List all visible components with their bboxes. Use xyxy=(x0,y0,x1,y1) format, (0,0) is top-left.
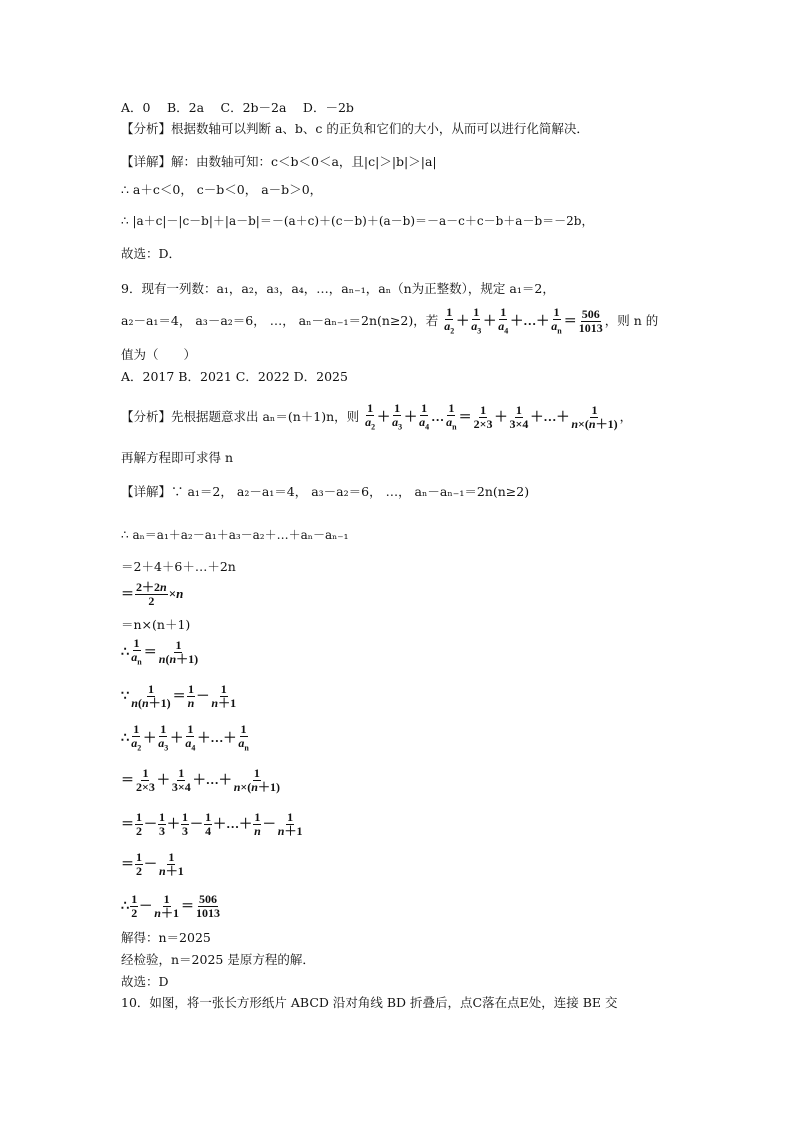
q10-stem: 10．如图，将一张长方形纸片 ABCD 沿对角线 BD 折叠后，点C落在点E处，连接 BE 交 xyxy=(121,995,618,1010)
fraction: $\frac{1}{n\times(n+1)}$ xyxy=(571,403,618,431)
fraction: $\frac{1}{2\times 3}$ xyxy=(136,766,155,794)
q9-detail-3: ＝2＋4＋6＋…＋2n xyxy=(121,559,236,574)
q9-stem-2: a₂－a₁＝4， a₃－a₂＝6， …， aₙ－aₙ₋₁＝2n(n≥2)，若 $\frac{1}{a_2}$ ＋ $\frac{1}{a_3}$ ＋ $\frac{1}{a_4}$ ＋…＋ $\frac{1}{a_n}$ ＝ $\frac{506}{1013}$ ，则 n 的 xyxy=(121,304,659,336)
q8-detail-3: ∴ |a＋c|－|c－b|＋|a－b|＝－(a＋c)＋(c－b)＋(a－b)＝－a－c＋c－b＋a－b＝－2b， xyxy=(121,214,594,228)
q8-options: A．0 B．2a C．2b－2a D．－2b xyxy=(121,100,354,115)
q9-analysis-c: 再解方程即可求得 n xyxy=(121,450,234,465)
fraction: $\frac{1}{2}$ xyxy=(136,810,143,838)
q9-detail-1: 【详解】∵ a₁＝2， a₂－a₁＝4， a₃－a₂＝6， …， aₙ－aₙ₋₁＝2n(n≥2) xyxy=(121,484,530,499)
q9-step-6: ∴ $\frac{1}{a_n}$ ＝ $\frac{1}{n(n+1)}$ xyxy=(121,635,199,667)
fraction: $\frac{1}{n}$ xyxy=(254,810,261,838)
fraction: $\frac{1}{n(n+1)}$ xyxy=(158,638,199,666)
fraction: $\frac{1}{n+1}$ xyxy=(211,682,237,710)
q8-answer: 故选：D． xyxy=(121,246,182,261)
fraction: $\frac{1}{a_4}$ xyxy=(185,721,196,753)
fraction: $\frac{1}{a_n}$ xyxy=(551,304,562,336)
q8-detail-1: 【详解】解：由数轴可知：c＜b＜0＜a，且|c|＞|b|＞|a| xyxy=(121,154,437,169)
q9-step-4: ＝ $\frac{2+2n}{2}$ ×n xyxy=(121,580,184,608)
q9-options: A．2017 B．2021 C．2022 D．2025 xyxy=(121,369,348,384)
fraction: $\frac{1}{a_3}$ xyxy=(471,304,482,336)
q9-step-12: ∴ $\frac{1}{2}$ － $\frac{1}{n+1}$ ＝ $\frac{506}{1013}$ xyxy=(121,892,221,920)
fraction: $\frac{1}{a_n}$ xyxy=(238,721,249,753)
q9-analysis: 【分析】先根据题意求出 aₙ＝(n＋1)n，则 $\frac{1}{a_2}$ ＋ $\frac{1}{a_3}$ ＋ $\frac{1}{a_4}$ … $\frac{1}{a_n}$ ＝ $\frac{1}{2\times 3}$ ＋ $\frac{1}{3\times 4}$ ＋…＋ $\frac{1}{n\times(n+1)}$ ， xyxy=(121,400,633,432)
fraction: $\frac{1}{a_2}$ xyxy=(365,400,376,432)
q9-detail-5: ＝n×(n＋1) xyxy=(121,617,191,632)
fraction: $\frac{1}{3}$ xyxy=(159,810,166,838)
fraction: $\frac{1}{a_3}$ xyxy=(158,721,169,753)
fraction: $\frac{2+2n}{2}$ xyxy=(136,580,167,608)
fraction: $\frac{1}{n(n+1)}$ xyxy=(131,682,171,710)
q9-step-10: ＝ $\frac{1}{2}$ － $\frac{1}{3}$ ＋ $\frac{1}{3}$ － $\frac{1}{4}$ ＋…＋ $\frac{1}{n}$ － $\frac{1}{n+1}$ xyxy=(121,810,303,838)
fraction: $\frac{1}{2}$ xyxy=(131,892,138,920)
fraction: $\frac{1}{2}$ xyxy=(136,850,143,878)
fraction: $\frac{1}{n+1}$ xyxy=(277,810,303,838)
q9-stem-1: 9．现有一列数：a₁，a₂，a₃，a₄，…，aₙ₋₁，aₙ（n为正整数），规定 a₁＝2， xyxy=(121,281,555,296)
fraction: $\frac{1}{2\times 3}$ xyxy=(473,403,493,431)
fraction: $\frac{1}{3\times 4}$ xyxy=(509,403,529,431)
q9-step-9: ＝ $\frac{1}{2\times 3}$ ＋ $\frac{1}{3\times 4}$ ＋…＋ $\frac{1}{n\times(n+1)}$ xyxy=(121,766,280,794)
q8-detail-2: ∴ a＋c＜0， c－b＜0， a－b＞0， xyxy=(121,182,323,197)
q9-detail-2: ∴ aₙ＝a₁＋a₂－a₁＋a₃－a₂＋…＋aₙ－aₙ₋₁ xyxy=(121,528,349,542)
fraction: $\frac{1}{a_3}$ xyxy=(392,400,403,432)
fraction: $\frac{1}{n+1}$ xyxy=(154,892,179,920)
q9-stem-3: 值为（ ） xyxy=(121,347,197,362)
fraction: $\frac{1}{n}$ xyxy=(187,682,195,710)
fraction: $\frac{1}{a_n}$ xyxy=(446,400,457,432)
fraction: $\frac{1}{n+1}$ xyxy=(159,850,184,878)
q9-step-11: ＝ $\frac{1}{2}$ － $\frac{1}{n+1}$ xyxy=(121,850,184,878)
q9-check: 经检验，n＝2025 是原方程的解． xyxy=(121,952,315,967)
fraction: $\frac{1}{4}$ xyxy=(205,810,212,838)
fraction: $\frac{1}{a_2}$ xyxy=(444,304,455,336)
fraction: $\frac{506}{1013}$ xyxy=(578,307,603,335)
q9-step-7: ∵ $\frac{1}{n(n+1)}$ ＝ $\frac{1}{n}$ － $\frac{1}{n+1}$ xyxy=(121,682,237,710)
fraction: $\frac{1}{n\times(n+1)}$ xyxy=(233,766,280,794)
q8-analysis: 【分析】根据数轴可以判断 a、b、c 的正负和它们的大小，从而可以进行化简解决． xyxy=(121,121,589,136)
fraction: $\frac{1}{3}$ xyxy=(182,810,189,838)
fraction: $\frac{1}{a_4}$ xyxy=(498,304,509,336)
q9-step-8: ∴ $\frac{1}{a_2}$ ＋ $\frac{1}{a_3}$ ＋ $\frac{1}{a_4}$ ＋…＋ $\frac{1}{a_n}$ xyxy=(121,721,249,753)
fraction: $\frac{1}{a_2}$ xyxy=(131,721,142,753)
q9-answer: 故选：D xyxy=(121,974,169,989)
fraction: $\frac{1}{a_4}$ xyxy=(419,400,430,432)
fraction: $\frac{1}{3\times 4}$ xyxy=(171,766,191,794)
fraction: $\frac{1}{a_n}$ xyxy=(131,635,142,667)
fraction: $\frac{506}{1013}$ xyxy=(196,892,221,920)
q9-solve: 解得：n＝2025 xyxy=(121,930,211,945)
